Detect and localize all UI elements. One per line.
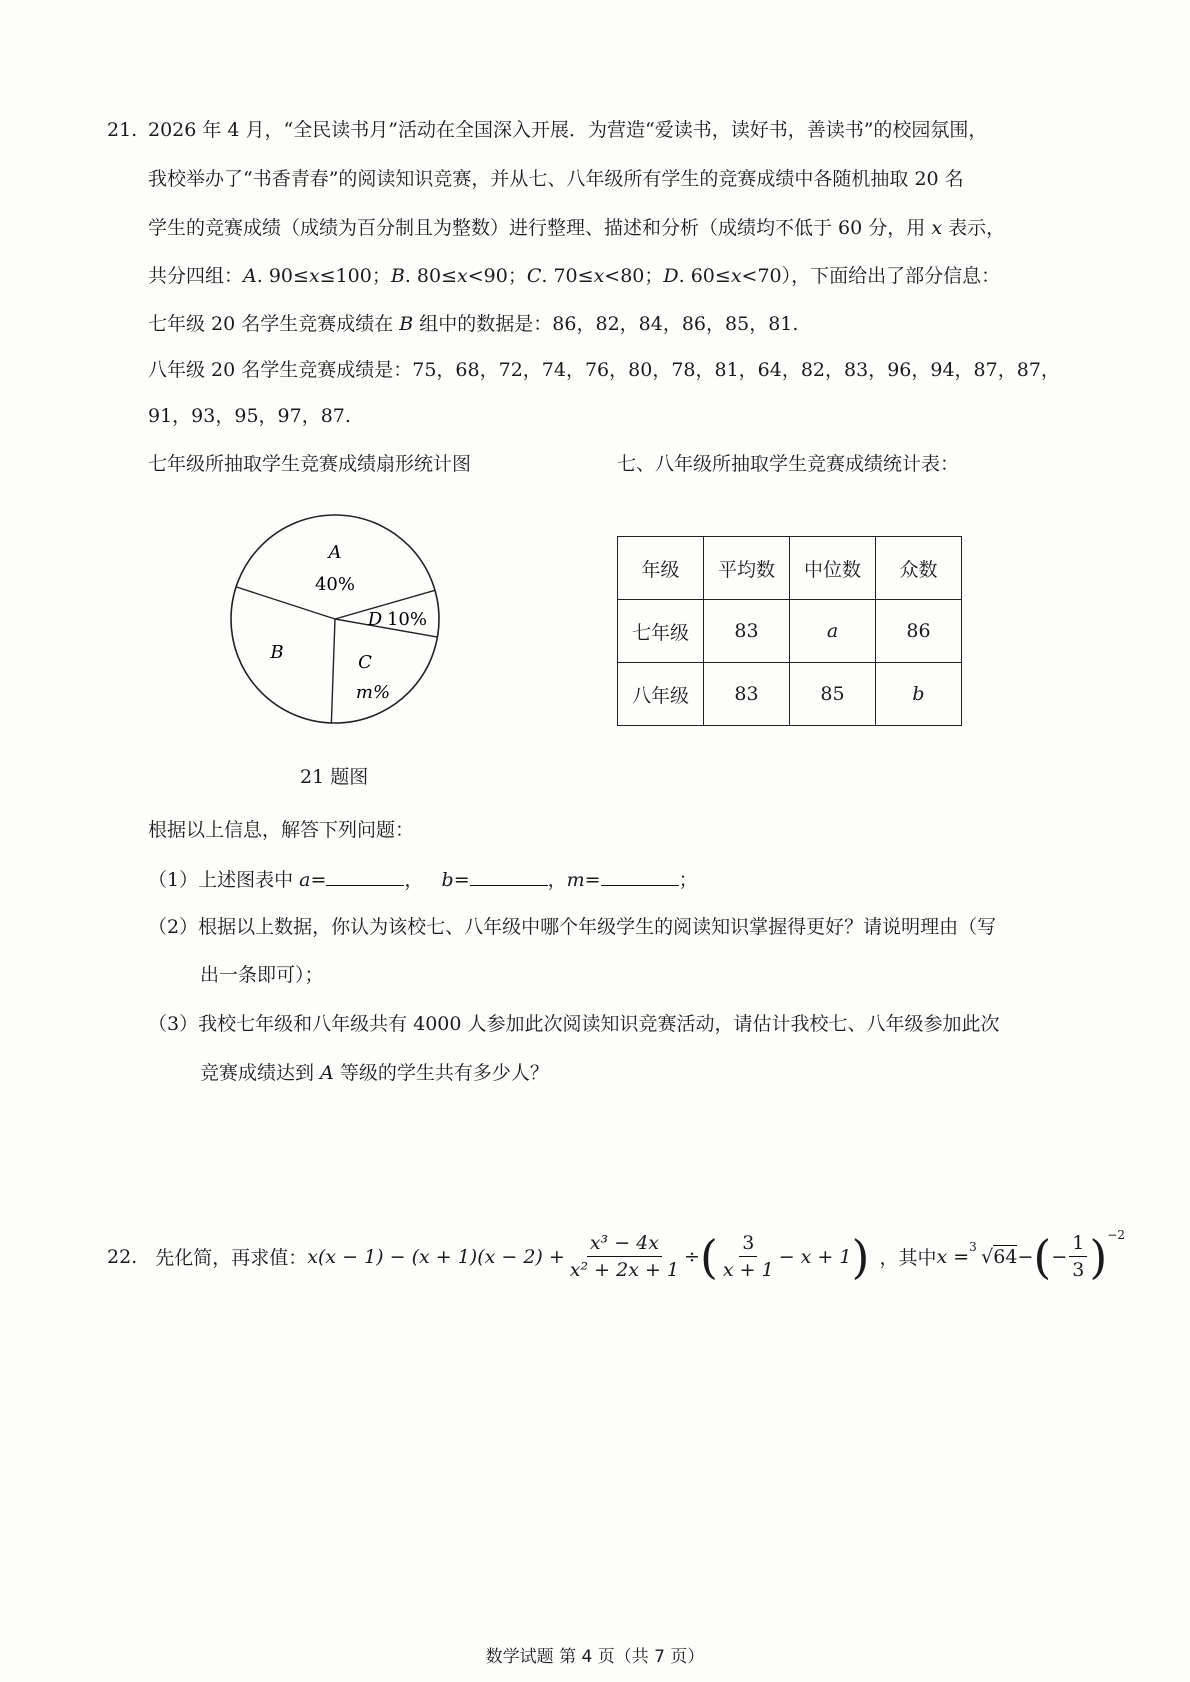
group-d-end: <70），下面给出了部分信息：	[741, 265, 1001, 287]
group-b-end: <90；	[467, 265, 527, 287]
q21-line6: 八年级 20 名学生竞赛成绩是：75，68，72，74，76，80，78，81，64，82，83，96，94，87，87，	[148, 359, 1060, 381]
group-c-range: . 70≤	[541, 265, 594, 287]
q21-line4	[148, 264, 1000, 288]
page-footer: 数学试题 第 4 页（共 7 页）	[485, 1647, 705, 1667]
pie-value-a: 40%	[314, 574, 356, 595]
pie-value-c: m%	[355, 682, 391, 703]
table-cell: 85	[790, 663, 876, 726]
table-header-cell: 年级	[618, 537, 704, 600]
q22-neg-fraction	[1069, 1232, 1087, 1281]
q21-sub1	[148, 867, 698, 892]
figure-caption: 21 题图	[300, 766, 369, 788]
table-cell: b	[876, 663, 962, 726]
pie-label-a: A	[328, 542, 342, 563]
q21-line5	[148, 312, 798, 336]
q22-line	[107, 1227, 1125, 1284]
q21-line3b: 表示，	[942, 217, 1006, 239]
table-cell: 八年级	[618, 663, 704, 726]
right-paren: )	[851, 1229, 870, 1284]
group-d-var: x	[730, 265, 742, 287]
q21-line3a: 学生的竞赛成绩（成绩为百分制且为整数）进行整理、描述和分析（成绩均不低于 60 分，用	[148, 217, 932, 239]
q21-sub3-line2	[200, 1061, 549, 1085]
fraction-denominator: x² + 2x + 1	[569, 1259, 680, 1281]
divide-sign: ÷	[684, 1245, 700, 1268]
table-cell: a	[790, 600, 876, 663]
stats-table	[617, 536, 962, 726]
pie-chart-title: 七年级所抽取学生竞赛成绩扇形统计图	[148, 453, 472, 475]
q22-number: 22.	[107, 1245, 138, 1268]
eq-sign: =	[310, 869, 327, 891]
table-header-cell: 众数	[876, 537, 962, 600]
q3-line2-var: A	[320, 1062, 334, 1084]
left-paren-2: (	[1033, 1229, 1052, 1284]
q21-line5a: 七年级 20 名学生竞赛成绩在	[148, 313, 400, 335]
q21-number: 21.	[107, 119, 138, 141]
q22-expr-left: x(x − 1) − (x + 1)(x − 2) +	[307, 1245, 565, 1268]
group-b-range: . 80≤	[404, 265, 457, 287]
neg-numerator: 1	[1069, 1232, 1087, 1257]
answer-blank-a[interactable]	[326, 867, 404, 886]
table-row	[618, 600, 962, 663]
inner-rest: − x + 1	[778, 1245, 852, 1268]
q3-line2a: 竞赛成绩达到	[200, 1062, 321, 1084]
q22-prefix: 先化简，再求值：	[155, 1247, 308, 1269]
cube-root	[969, 1239, 1018, 1268]
radical-icon: √	[981, 1245, 994, 1268]
table-cell: 83	[704, 663, 790, 726]
group-c-end: <80；	[604, 265, 664, 287]
table-row	[618, 663, 962, 726]
group-a-range: . 90≤	[256, 265, 309, 287]
neg-sign: −	[1051, 1245, 1068, 1268]
pie-chart	[205, 489, 465, 749]
group-b-letter: B	[390, 265, 405, 287]
group-a-letter: A	[243, 265, 257, 287]
pie-label-c: C	[358, 652, 372, 673]
fraction-numerator: x³ − 4x	[587, 1232, 662, 1257]
comma: ，	[404, 869, 424, 891]
pie-label-b: B	[270, 642, 284, 663]
boundary-b-c	[331, 619, 335, 723]
neg-denominator: 3	[1072, 1259, 1085, 1281]
var-m: m	[566, 869, 585, 891]
group-c-letter: C	[526, 265, 542, 287]
q22-inner-fraction	[720, 1232, 777, 1281]
exponent: −2	[1107, 1227, 1125, 1242]
group-d-range: . 60≤	[678, 265, 731, 287]
inner-numerator: 3	[739, 1232, 757, 1257]
group-a-end: ≤100；	[319, 265, 391, 287]
answer-blank-b[interactable]	[470, 867, 548, 886]
right-paren-2: )	[1089, 1229, 1108, 1284]
sub1-label: （1）上述图表中	[148, 869, 300, 891]
questions-intro: 根据以上信息，解答下列问题：	[148, 819, 415, 841]
q22-fraction	[567, 1232, 682, 1281]
q21-sub2-line2: 出一条即可）；	[200, 964, 324, 986]
eq-sign: =	[584, 869, 601, 891]
table-cell: 83	[704, 600, 790, 663]
q21-line2: 我校举办了“书香青春”的阅读知识竞赛，并从七、八年级所有学生的竞赛成绩中各随机抽取 20 名	[148, 168, 964, 190]
q21-line5b: 组中的数据是：86，82，84，86，85，81.	[413, 313, 799, 335]
pie-label-d: D	[367, 609, 383, 630]
q3-line2b: 等级的学生共有多少人？	[333, 1062, 549, 1084]
q21-sub3-line1: （3）我校七年级和八年级共有 4000 人参加此次阅读知识竞赛活动，请估计我校七、八年级参加此次	[148, 1013, 1000, 1035]
pie-labels	[269, 542, 427, 703]
var-b: b	[441, 869, 454, 891]
q22-where: ，其中	[879, 1247, 937, 1269]
group-b-var: x	[457, 265, 468, 287]
group-d-letter: D	[663, 265, 679, 287]
root-index: 3	[969, 1239, 977, 1254]
left-paren: (	[699, 1229, 718, 1284]
semicolon: ；	[678, 869, 698, 891]
q22-minus: −	[1017, 1245, 1034, 1268]
root-body: 64	[993, 1245, 1018, 1268]
table-header-cell: 平均数	[704, 537, 790, 600]
table-header-cell: 中位数	[790, 537, 876, 600]
pie-value-d: 10%	[386, 609, 428, 630]
q21-line7: 91，93，95，97，87.	[148, 405, 351, 427]
group-c-var: x	[593, 265, 605, 287]
q21-line1: 2026 年 4 月，“全民读书月”活动在全国深入开展．为营造“爱读书，读好书，善读书”的校园氛围，	[148, 119, 988, 141]
q21-sub2-line1: （2）根据以上数据，你认为该校七、八年级中哪个年级学生的阅读知识掌握得更好？请说明理由（写	[148, 916, 997, 938]
q21-line3-var: x	[931, 217, 943, 239]
table-cell: 七年级	[618, 600, 704, 663]
q21-line5-var: B	[399, 313, 414, 335]
inner-denominator: x + 1	[722, 1259, 774, 1281]
eq-sign: =	[453, 869, 470, 891]
table-cell: 86	[876, 600, 962, 663]
answer-blank-m[interactable]	[601, 867, 679, 886]
q21-line3	[148, 216, 1005, 240]
table-header-row	[618, 537, 962, 600]
comma: ，	[547, 869, 567, 891]
table-title: 七、八年级所抽取学生竞赛成绩统计表：	[617, 453, 960, 475]
var-a: a	[299, 869, 311, 891]
groups-prefix: 共分四组：	[148, 265, 244, 287]
q22-x-eq: x =	[936, 1245, 970, 1268]
group-a-var: x	[308, 265, 320, 287]
